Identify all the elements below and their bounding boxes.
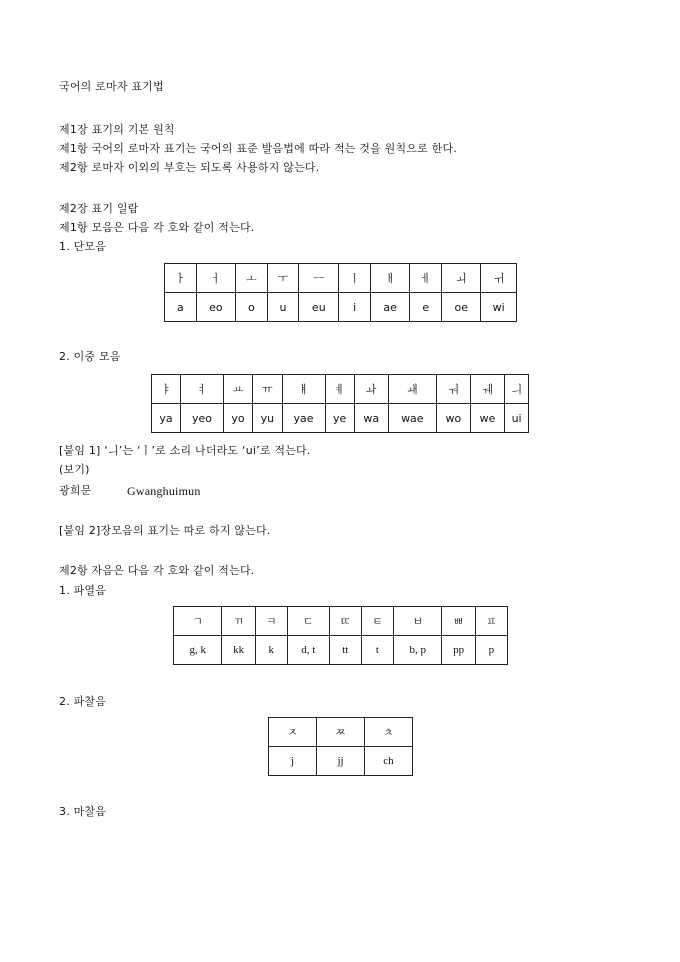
roman-cell: ch	[365, 747, 413, 776]
chapter1-article1: 제1항 국어의 로마자 표기는 국어의 표준 발음법에 따라 적는 것을 원칙으로 한다.	[59, 142, 457, 155]
chapter2-article1: 제1항 모음은 다음 각 호와 같이 적는다.	[59, 221, 255, 234]
roman-cell: wa	[354, 404, 388, 433]
hangul-cell: ㅌ	[361, 607, 393, 636]
hangul-cell: ㅡ	[299, 264, 339, 293]
roman-cell: ae	[370, 293, 409, 322]
roman-row	[165, 293, 517, 322]
simple-vowels-table	[164, 263, 517, 322]
roman-cell: eo	[196, 293, 235, 322]
chapter1-article2: 제2항 로마자 이외의 부호는 되도록 사용하지 않는다.	[59, 161, 320, 174]
hangul-row	[165, 264, 517, 293]
roman-cell: tt	[329, 636, 361, 665]
roman-cell: o	[236, 293, 268, 322]
hangul-row	[174, 607, 508, 636]
roman-cell: jj	[317, 747, 365, 776]
hangul-cell: ㅚ	[442, 264, 481, 293]
simple-vowels-heading: 1. 단모음	[59, 240, 107, 253]
example-roman: Gwanghuimun	[127, 484, 201, 498]
plosives-heading: 1. 파열음	[59, 584, 107, 597]
diphthongs-table	[151, 374, 529, 433]
roman-row	[174, 636, 508, 665]
roman-cell: a	[165, 293, 197, 322]
plosives-table	[173, 606, 508, 665]
hangul-cell: ㅙ	[388, 375, 436, 404]
roman-cell: p	[475, 636, 507, 665]
hangul-row	[269, 718, 413, 747]
chapter2-heading: 제2장 표기 일람	[59, 202, 139, 215]
roman-cell: kk	[222, 636, 255, 665]
hangul-cell: ㅞ	[470, 375, 504, 404]
roman-row	[269, 747, 413, 776]
roman-cell: k	[255, 636, 287, 665]
hangul-cell: ㅢ	[505, 375, 529, 404]
roman-cell: e	[410, 293, 442, 322]
hangul-cell: ㅐ	[370, 264, 409, 293]
roman-cell: we	[470, 404, 504, 433]
hangul-cell: ㅈ	[269, 718, 317, 747]
diphthongs-heading: 2. 이중 모음	[59, 350, 121, 363]
note2: [붙임 2]장모음의 표기는 따로 하지 않는다.	[59, 524, 271, 537]
roman-cell: ya	[152, 404, 181, 433]
hangul-cell: ㅍ	[475, 607, 507, 636]
chapter2-article2: 제2항 자음은 다음 각 호와 같이 적는다.	[59, 564, 255, 577]
hangul-cell: ㅑ	[152, 375, 181, 404]
hangul-cell: ㅉ	[317, 718, 365, 747]
roman-cell: yu	[253, 404, 283, 433]
note1: [붙임 1] ‘ㅢ’는 ‘ㅣ’로 소리 나더라도 ‘ui’로 적는다.	[59, 444, 311, 457]
roman-cell: yeo	[181, 404, 224, 433]
hangul-cell: ㅜ	[267, 264, 299, 293]
hangul-cell: ㅗ	[236, 264, 268, 293]
roman-cell: b, p	[394, 636, 442, 665]
roman-cell: j	[269, 747, 317, 776]
roman-cell: oe	[442, 293, 481, 322]
hangul-cell: ㅓ	[196, 264, 235, 293]
hangul-cell: ㄷ	[287, 607, 329, 636]
hangul-cell: ㅛ	[223, 375, 252, 404]
hangul-cell: ㅣ	[339, 264, 371, 293]
hangul-cell: ㅖ	[325, 375, 354, 404]
roman-cell: i	[339, 293, 371, 322]
roman-cell: yae	[282, 404, 325, 433]
roman-cell: d, t	[287, 636, 329, 665]
roman-cell: yo	[223, 404, 252, 433]
roman-cell: wae	[388, 404, 436, 433]
hangul-cell: ㅠ	[253, 375, 283, 404]
hangul-cell: ㅋ	[255, 607, 287, 636]
roman-cell: wo	[436, 404, 470, 433]
hangul-cell: ㅒ	[282, 375, 325, 404]
hangul-cell: ㅃ	[442, 607, 475, 636]
roman-cell: eu	[299, 293, 339, 322]
hangul-cell: ㅕ	[181, 375, 224, 404]
example-label: (보기)	[59, 463, 90, 476]
hangul-cell: ㅏ	[165, 264, 197, 293]
example-word: 광희문	[59, 484, 92, 497]
affricates-heading: 2. 파찰음	[59, 695, 107, 708]
roman-cell: pp	[442, 636, 475, 665]
roman-cell: g, k	[174, 636, 222, 665]
document-title: 국어의 로마자 표기법	[59, 80, 164, 93]
fricatives-heading: 3. 마찰음	[59, 805, 107, 818]
roman-cell: t	[361, 636, 393, 665]
hangul-cell: ㅝ	[436, 375, 470, 404]
roman-row	[152, 404, 529, 433]
roman-cell: u	[267, 293, 299, 322]
hangul-cell: ㅂ	[394, 607, 442, 636]
hangul-cell: ㅟ	[481, 264, 517, 293]
hangul-cell: ㄲ	[222, 607, 255, 636]
hangul-cell: ㅊ	[365, 718, 413, 747]
hangul-cell: ㄸ	[329, 607, 361, 636]
hangul-row	[152, 375, 529, 404]
hangul-cell: ㄱ	[174, 607, 222, 636]
hangul-cell: ㅘ	[354, 375, 388, 404]
affricates-table	[268, 717, 413, 776]
roman-cell: ye	[325, 404, 354, 433]
roman-cell: wi	[481, 293, 517, 322]
hangul-cell: ㅔ	[410, 264, 442, 293]
chapter1-heading: 제1장 표기의 기본 원칙	[59, 123, 175, 136]
roman-cell: ui	[505, 404, 529, 433]
